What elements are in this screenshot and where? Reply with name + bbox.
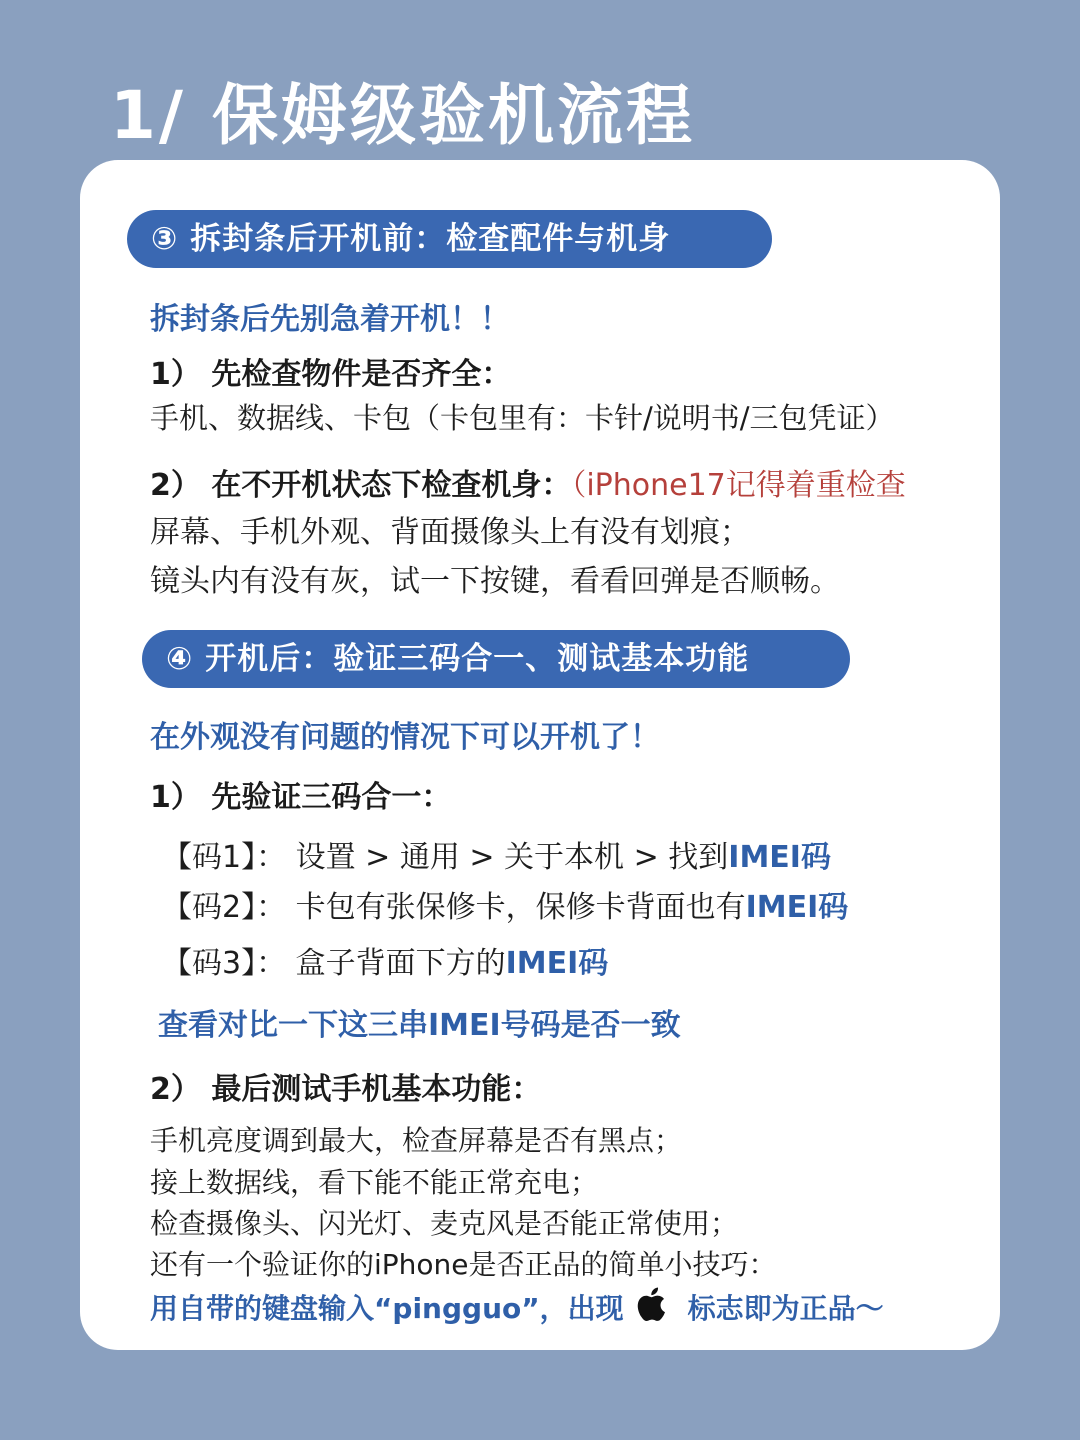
code-label: 【码2】： [162, 890, 287, 925]
function-line-4: 还有一个验证你的iPhone是否正品的简单小技巧： [150, 1248, 777, 1281]
section-3-number: ③ [151, 221, 179, 257]
code-imei: IMEI码 [745, 890, 849, 925]
section-3-title: 拆封条后开机前：检查配件与机身 [190, 221, 671, 257]
code-text: 盒子背面下方的 [295, 946, 506, 981]
section-3-step2-label: 2） 在不开机状态下检查机身： [150, 468, 572, 503]
function-line-3: 检查摄像头、闪光灯、麦克风是否能正常使用； [150, 1207, 739, 1240]
code-label: 【码1】： [162, 840, 287, 875]
section-4-number: ④ [166, 641, 194, 677]
section-4-step1-label: 1） 先验证三码合一： [150, 780, 452, 815]
section-4-title: 开机后：验证三码合一、测试基本功能 [205, 641, 750, 677]
section-3-step2-line1: 屏幕、手机外观、背面摄像头上有没有划痕； [150, 515, 750, 550]
section-4-header [142, 630, 850, 688]
code-imei: IMEI码 [728, 840, 831, 875]
code-text: 设置 > 通用 > 关于本机 > 找到 [295, 840, 729, 875]
tip-line [150, 1284, 884, 1327]
page-title: 1/ 保姆级验机流程 [110, 77, 696, 154]
code-text: 卡包有张保修卡，保修卡背面也有 [295, 890, 746, 925]
section-3-step1-text: 手机、数据线、卡包（卡包里有：卡针/说明书/三包凭证） [150, 401, 895, 435]
section-3-step2-note: （iPhone17记得着重检查 [571, 468, 906, 503]
section-3-step2-line2: 镜头内有没有灰，试一下按键，看看回弹是否顺畅。 [150, 564, 840, 599]
function-line-1: 手机亮度调到最大，检查屏幕是否有黑点； [150, 1124, 683, 1157]
section-3-header [127, 210, 772, 268]
section-3-step2-row [150, 460, 906, 504]
section-3-intro: 拆封条后先别急着开机！！ [150, 302, 510, 337]
function-line-2: 接上数据线，看下能不能正常充电； [150, 1166, 599, 1199]
code-row-3 [162, 938, 608, 982]
code-row-2 [162, 882, 848, 926]
apple-logo-icon [634, 1284, 672, 1324]
code-row-1 [162, 832, 831, 876]
compare-note: 查看对比一下这三串IMEI号码是否一致 [158, 1008, 681, 1043]
section-4-step2-label: 2） 最后测试手机基本功能： [150, 1072, 542, 1107]
tip-after: 标志即为正品～ [687, 1292, 884, 1325]
code-label: 【码3】： [162, 946, 287, 981]
section-4-intro: 在外观没有问题的情况下可以开机了！ [150, 720, 660, 755]
section-3-step1-label: 1） 先检查物件是否齐全： [150, 357, 512, 392]
code-imei: IMEI码 [505, 946, 609, 981]
tip-before: 用自带的键盘输入“pingguo”，出现 [150, 1292, 624, 1325]
